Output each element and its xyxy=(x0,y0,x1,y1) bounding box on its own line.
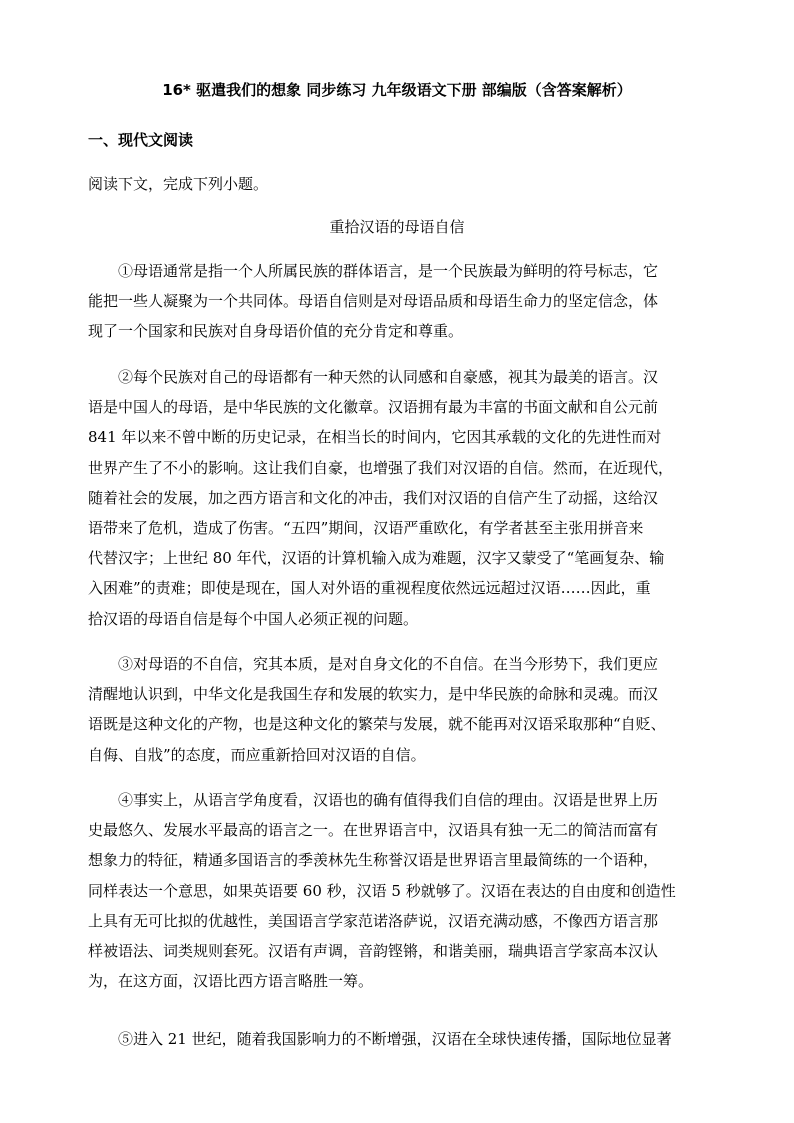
paragraph-line: 入困难”的责难；即使是现在，国人对外语的重视程度依然远远超过汉语……因此，重 xyxy=(88,579,651,598)
paragraph-line: 语是中国人的母语，是中华民族的文化徽章。汉语拥有最为丰富的书面文献和自公元前 xyxy=(88,398,659,417)
paragraph-line: 上具有无可比拟的优越性，美国语言学家范诺洛萨说，汉语充满动感，不像西方语言那 xyxy=(88,911,659,930)
paragraph-line: 清醒地认识到，中华文化是我国生存和发展的软实力，是中华民族的命脉和灵魂。而汉 xyxy=(88,685,659,704)
paragraph-line: ⑤进入 21 世纪，随着我国影响力的不断增强，汉语在全球快速传播，国际地位显著 xyxy=(118,1030,672,1048)
paragraph-line: ①母语通常是指一个人所属民族的群体语言，是一个民族最为鲜明的符号标志，它 xyxy=(118,262,659,280)
document-title: 16* 驱遣我们的想象 同步练习 九年级语文下册 部编版（含答案解析） xyxy=(162,81,632,99)
instruction-text: 阅读下文，完成下列小题。 xyxy=(88,175,269,193)
paragraph-1 xyxy=(88,256,708,347)
paragraph-4 xyxy=(88,785,708,996)
paragraph-line: 样被语法、词类规则套死。汉语有声调，音韵铿锵，和谐美丽，瑞典语言学家高本汉认 xyxy=(88,941,659,960)
paragraph-line: 拾汉语的母语自信是每个中国人必须正视的问题。 xyxy=(88,609,419,628)
article-title: 重拾汉语的母语自信 xyxy=(329,218,465,236)
section-heading: 一、现代文阅读 xyxy=(88,131,194,149)
paragraph-3 xyxy=(88,649,708,770)
paragraph-line: 世界产生了不小的影响。这让我们自豪，也增强了我们对汉语的自信。然而，在近现代， xyxy=(88,458,674,477)
paragraph-line: ③对母语的不自信，究其本质，是对自身文化的不自信。在当今形势下，我们更应 xyxy=(118,655,659,673)
paragraph-5 xyxy=(88,1024,708,1054)
paragraph-line: 史最悠久、发展水平最高的语言之一。在世界语言中，汉语具有独一无二的简洁而富有 xyxy=(88,821,659,840)
paragraph-line: ④事实上，从语言学角度看，汉语也的确有值得我们自信的理由。汉语是世界上历 xyxy=(118,791,659,809)
paragraph-line: 能把一些人凝聚为一个共同体。母语自信则是对母语品质和母语生命力的坚定信念，体 xyxy=(88,292,659,311)
paragraph-line: 为，在这方面，汉语比西方语言略胜一筹。 xyxy=(88,972,374,991)
paragraph-line: ②每个民族对自己的母语都有一种天然的认同感和自豪感，视其为最美的语言。汉 xyxy=(118,368,659,386)
paragraph-line: 代替汉字；上世纪 80 年代，汉语的计算机输入成为难题，汉字又蒙受了“笔画复杂、输 xyxy=(88,549,665,568)
paragraph-line: 自侮、自戕”的态度，而应重新拾回对汉语的自信。 xyxy=(88,745,426,764)
paragraph-2 xyxy=(88,362,708,634)
paragraph-line: 841 年以来不曾中断的历史记录，在相当长的时间内，它因其承载的文化的先进性而对 xyxy=(88,428,662,447)
paragraph-line: 同样表达一个意思，如果英语要 60 秒，汉语 5 秒就够了。汉语在表达的自由度和创造性 xyxy=(88,881,676,900)
paragraph-line: 语既是这种文化的产物，也是这种文化的繁荣与发展，就不能再对汉语采取那种“自贬、 xyxy=(88,715,666,734)
paragraph-line: 现了一个国家和民族对自身母语价值的充分肯定和尊重。 xyxy=(88,322,464,341)
paragraph-line: 语带来了危机，造成了伤害。“五四”期间，汉语严重欧化，有学者甚至主张用拼音来 xyxy=(88,518,644,537)
paragraph-line: 想象力的特征，精通多国语言的季羡林先生称誉汉语是世界语言里最简练的一个语种， xyxy=(88,851,659,870)
paragraph-line: 随着社会的发展，加之西方语言和文化的冲击，我们对汉语的自信产生了动摇，这给汉 xyxy=(88,488,659,507)
